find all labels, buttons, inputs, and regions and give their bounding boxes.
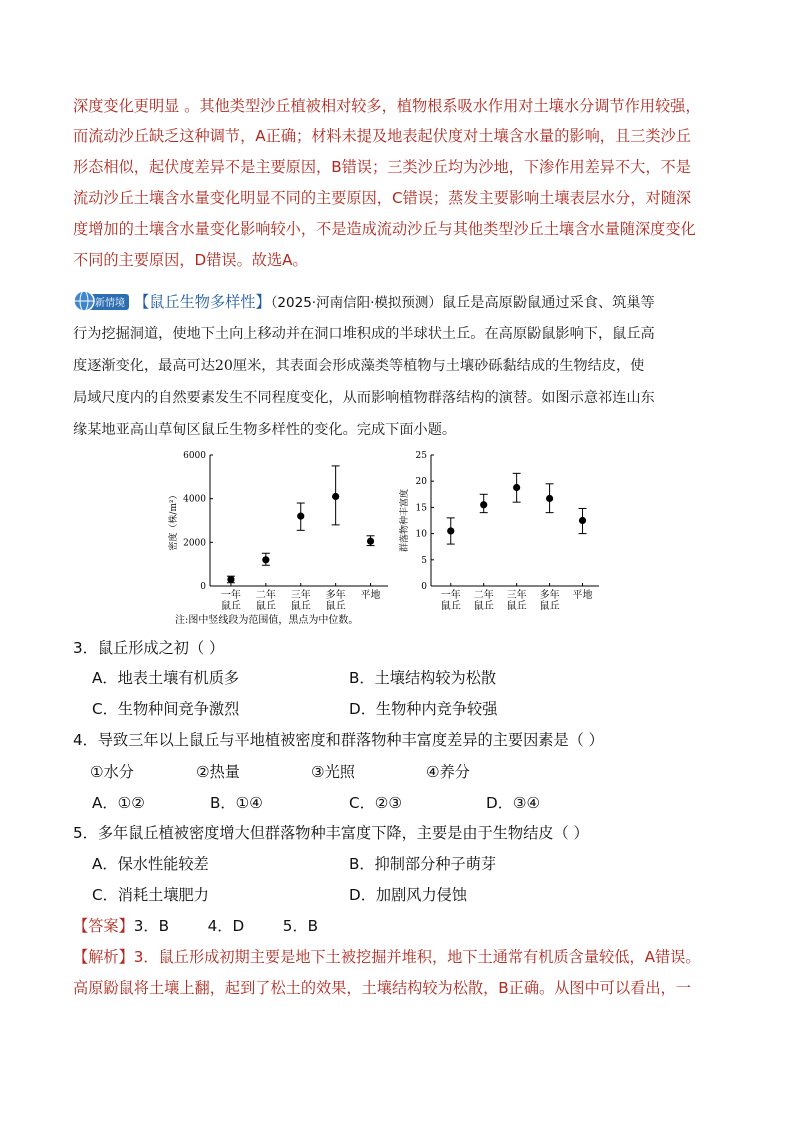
answer-text: 3．B 4．D 5．B [133, 917, 319, 935]
y-tick-label: 0 [200, 582, 206, 592]
x-tick-label: 多年 [325, 590, 346, 601]
y-axis-label: 群落物种丰富度 [400, 488, 410, 553]
q4-option-b[interactable]: B．①④ [210, 794, 263, 812]
x-tick-label: 多年 [539, 590, 560, 601]
q3-option-a[interactable]: A．地表土壤有机质多 [92, 669, 240, 687]
x-tick-label: 二年 [473, 590, 494, 601]
q4-factor-1: ①水分 [90, 763, 134, 781]
explanation-line: 流动沙丘土壤含水量变化明显不同的主要原因，C错误；蒸发主要影响土壤表层水分，对随深 [73, 189, 692, 207]
x-tick-label: 鼠丘 [325, 601, 346, 612]
y-tick-label: 10 [415, 529, 427, 540]
y-tick-label: 4000 [183, 494, 206, 505]
explanation-line: 深度变化更明显 。其他类型沙丘植被相对较多，植物根系吸水作用对土壤水分调节作用较强， [73, 97, 701, 115]
x-tick-label: 一年 [440, 590, 461, 601]
topic-title: 【鼠丘生物多样性】 [134, 293, 271, 311]
answer-line [73, 916, 318, 936]
median-point [367, 538, 374, 545]
y-tick-label: 6000 [183, 451, 206, 461]
analysis-label: 【解析】 [73, 948, 134, 966]
x-tick-label: 鼠丘 [539, 601, 560, 612]
q4-option-d[interactable]: D．③④ [486, 794, 541, 812]
y-tick-label: 20 [415, 477, 427, 488]
badge-text: 新情境 [95, 298, 125, 309]
intro-line: 度逐渐变化，最高可达20厘米，其表面会形成藻类等植物与土壤砂砾黏结成的生物结皮，使 [73, 358, 645, 374]
median-point [447, 527, 454, 534]
y-tick-label: 25 [415, 451, 427, 461]
question-4-stem: 4．导致三年以上鼠丘与平地植被密度和群落物种丰富度差异的主要因素是（ ） [73, 731, 604, 749]
explanation-line: 不同的主要原因，D错误。故选A。 [73, 251, 308, 269]
answer-label: 【答案】 [73, 917, 134, 935]
explanation-line: 而流动沙丘缺乏这种调节，A正确；材料未提及地表起伏度对土壤含水量的影响，且三类沙丘 [73, 127, 691, 145]
x-tick-label: 一年 [220, 590, 241, 601]
x-tick-label: 三年 [290, 590, 311, 601]
q5-option-c[interactable]: C．消耗土壤肥力 [92, 886, 209, 904]
y-tick-label: 15 [415, 503, 427, 514]
x-tick-label: 鼠丘 [290, 601, 311, 612]
y-tick-label: 2000 [183, 538, 206, 549]
biodiversity-charts [160, 445, 630, 630]
x-tick-label: 三年 [506, 590, 527, 601]
analysis-line-1 [73, 947, 701, 967]
q4-factor-3: ③光照 [311, 763, 355, 781]
intro-line: 行为挖掘洞道，使地下土向上移动并在洞口堆积成的半球状土丘。在高原鼢鼠影响下，鼠丘高 [73, 326, 655, 342]
median-point [262, 556, 269, 563]
x-tick-label: 鼠丘 [506, 601, 527, 612]
q5-option-b[interactable]: B．抑制部分种子萌芽 [349, 855, 497, 873]
q5-option-a[interactable]: A．保水性能较差 [92, 855, 209, 873]
explanation-line: 形态相似，起伏度差异不是主要原因，B错误；三类沙丘均为沙地，下渗作用差异不大，不是 [73, 158, 691, 176]
q4-option-c[interactable]: C．②③ [349, 794, 403, 812]
topic-source: （2025·河南信阳·模拟预测） [270, 295, 442, 311]
x-tick-label: 二年 [255, 590, 276, 601]
median-point [332, 493, 339, 500]
median-point [546, 495, 553, 502]
topic-header [134, 292, 655, 313]
chart-note: 注:图中竖线段为范围值，黑点为中位数。 [175, 615, 359, 626]
intro-line: 缘某地亚高山草甸区鼠丘生物多样性的变化。完成下面小题。 [73, 422, 457, 438]
intro-first: 鼠丘是高原鼢鼠通过采食、筑巢等 [441, 295, 655, 311]
explanation-line: 度增加的土壤含水量变化影响较小，不是造成流动沙丘与其他类型沙丘土壤含水量随深度变化 [73, 220, 696, 238]
x-tick-label: 平地 [572, 590, 593, 601]
question-3-stem: 3．鼠丘形成之初（ ） [73, 639, 225, 657]
q3-option-c[interactable]: C．生物种间竞争激烈 [92, 700, 240, 718]
median-point [579, 517, 586, 524]
x-tick-label: 鼠丘 [255, 601, 276, 612]
median-point [297, 513, 304, 520]
x-tick-label: 鼠丘 [440, 601, 461, 612]
analysis-line-2: 高原鼢鼠将土壤上翻，起到了松土的效果，土壤结构较为松散，B正确。从图中可以看出，一 [73, 979, 691, 997]
analysis-text: 3．鼠丘形成初期主要是地下土被挖掘并堆积，地下土通常有机质含量较低，A错误。 [133, 948, 701, 966]
x-tick-label: 鼠丘 [473, 601, 494, 612]
intro-line: 局域尺度内的自然要素发生不同程度变化，从而影响植物群落结构的演替。如图示意祁连山东 [73, 390, 655, 406]
q3-option-b[interactable]: B．土壤结构较为松散 [349, 669, 497, 687]
q4-factor-4: ④养分 [426, 763, 470, 781]
y-axis-label: 密度（株/m²） [169, 490, 179, 551]
x-tick-label: 平地 [360, 590, 381, 601]
median-point [480, 501, 487, 508]
x-tick-label: 鼠丘 [220, 601, 241, 612]
question-5-stem: 5．多年鼠丘植被密度增大但群落物种丰富度下降，主要是由于生物结皮（ ） [73, 824, 589, 842]
new-context-badge [73, 289, 131, 313]
q5-option-d[interactable]: D．加剧风力侵蚀 [349, 886, 468, 904]
y-tick-label: 0 [421, 582, 427, 592]
q4-factor-2: ②热量 [196, 763, 240, 781]
q3-option-d[interactable]: D．生物种内竞争较强 [349, 700, 498, 718]
median-point [513, 484, 520, 491]
y-tick-label: 5 [421, 555, 427, 566]
q4-option-a[interactable]: A．①② [92, 794, 145, 812]
median-point [227, 576, 234, 583]
